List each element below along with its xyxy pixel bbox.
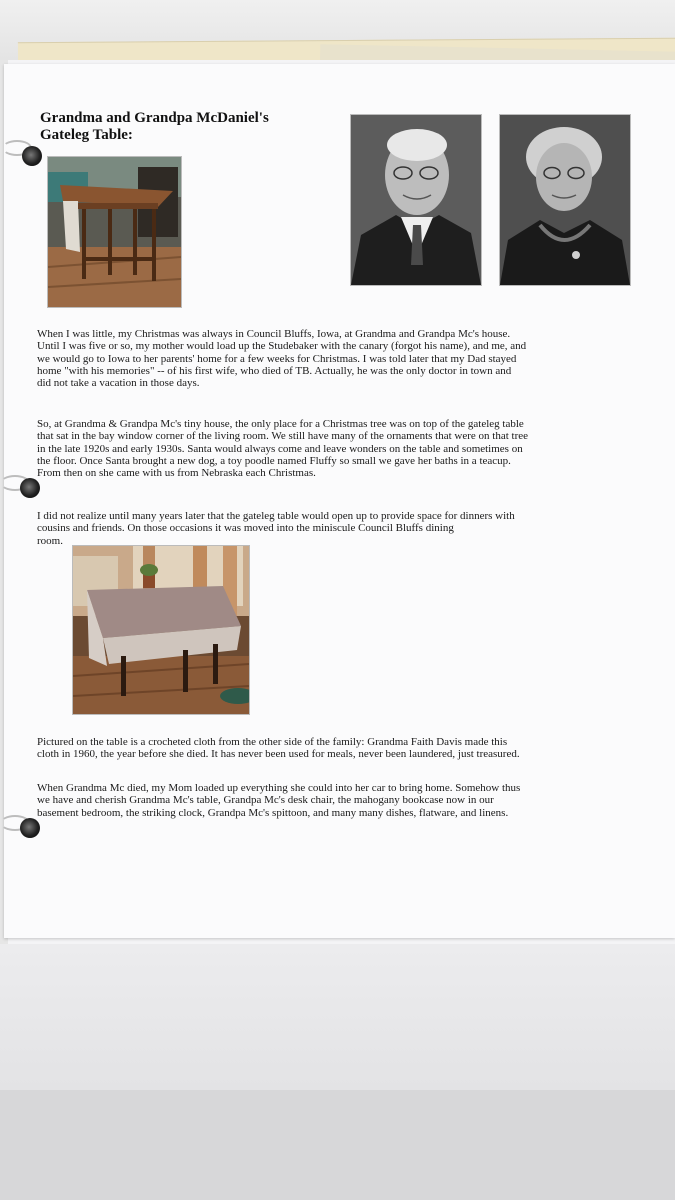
binder-ring-hole-bottom: [20, 818, 40, 838]
paragraph-2: So, at Grandma & Grandpa Mc's tiny house, the only place for a Christmas tree was on top of the gateleg table that sat in the bay window corner of the living room. We still have many of the ornaments that were on that tree in the late 1920s and early 1930s. Santa would always come and leave wonders on the table and sometimes on the floor. Once Santa brought a new dog, a toy poodle named Fluffy so small we gave her baths in a teacup. From then on she came with us from Nebraska each Christmas.: [37, 418, 529, 480]
table-surface-shadow: [0, 1090, 675, 1200]
photo-gateleg-table-with-cloth: [72, 545, 250, 715]
title-line-2: Gateleg Table:: [40, 127, 133, 143]
title-line-1: Grandma and Grandpa McDaniel's: [40, 110, 269, 126]
photo-gateleg-table-folded: [47, 156, 182, 308]
binder-ring-hole-middle: [20, 478, 40, 498]
page-title: [40, 110, 330, 144]
paragraph-5: When Grandma Mc died, my Mom loaded up everything she could into her car to bring home. Somehow thus we have and cherish Grandma Mc's table, Grandpa Mc's desk chair, the mahogany bookcase now in our basement bedroom, the striking clock, Grandpa Mc's spittoon, and many many dishes, flatware, and linens.: [37, 782, 521, 819]
photo-grandpa-portrait: [350, 114, 482, 286]
photo-grandma-portrait: [499, 114, 631, 286]
binder-ring-hole-top: [22, 146, 42, 166]
paragraph-1: When I was little, my Christmas was always in Council Bluffs, Iowa, at Grandma and Grandpa Mc's house. Until I was five or so, my mother would load up the Studebaker with the canary (forgot his name), and me, and we would go to Iowa to her parents' home for a few weeks for Christmas. I was told later that my Dad stayed home "with his memories" -- of his first wife, who died of TB. Actually, he was the only doctor in town and did not take a vacation in those days.: [37, 328, 527, 390]
document-page: [4, 64, 675, 938]
paragraph-3: I did not realize until many years later that the gateleg table would open up to provide space for dinners with cousins and friends. On those occasions it was moved into the miniscule Council Bluffs dining room.: [37, 510, 515, 547]
paragraph-4: Pictured on the table is a crocheted cloth from the other side of the family: Grandma Faith Davis made this cloth in 1960, the year before she died. It has never been used for meals, never been laundered, just treasured.: [37, 736, 520, 761]
